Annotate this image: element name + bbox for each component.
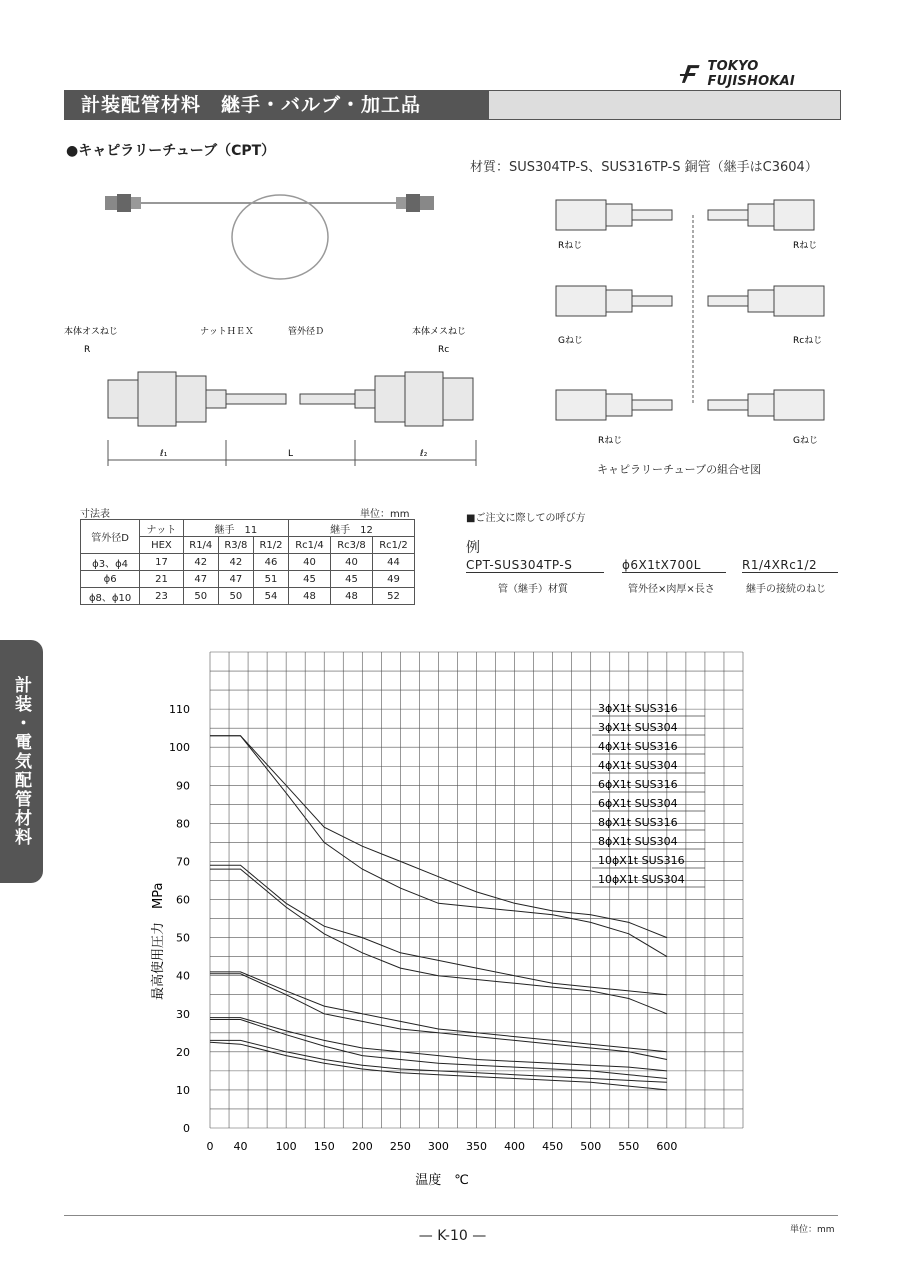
chart-legend bbox=[592, 702, 705, 887]
cell: 44 bbox=[372, 554, 414, 571]
y-tick-label: 30 bbox=[176, 1007, 190, 1021]
y-tick-label: 80 bbox=[176, 817, 190, 831]
cell: 17 bbox=[140, 554, 184, 571]
cell: 40 bbox=[331, 554, 373, 571]
title-bar-fill bbox=[489, 91, 840, 119]
table-row bbox=[81, 571, 415, 588]
cell: 40 bbox=[289, 554, 331, 571]
cell: 50 bbox=[183, 588, 218, 605]
thread-col: Rc1/2 bbox=[372, 537, 414, 554]
y-tick-label: 90 bbox=[176, 779, 190, 793]
dims-table-unit: 単位：mm bbox=[360, 509, 410, 520]
combo-caption: キャピラリーチューブの組合せ図 bbox=[597, 463, 762, 476]
cell: 48 bbox=[289, 588, 331, 605]
capillary-tube-photo bbox=[100, 185, 440, 295]
y-tick-label: 50 bbox=[176, 931, 190, 945]
cell: 54 bbox=[253, 588, 288, 605]
col-j2: 継手 12 bbox=[289, 520, 415, 537]
y-tick-label: 0 bbox=[183, 1122, 190, 1135]
dims-table-title: 寸法表 bbox=[80, 509, 110, 520]
combo-label-6: Gねじ bbox=[793, 436, 818, 446]
x-tick-label: 0 bbox=[206, 1140, 214, 1153]
cell: 50 bbox=[218, 588, 253, 605]
legend-entry: 3ϕX1t SUS304 bbox=[598, 721, 678, 734]
x-tick-label: 350 bbox=[466, 1140, 487, 1153]
cell: 46 bbox=[253, 554, 288, 571]
page-number: — K-10 — bbox=[418, 1228, 487, 1244]
order-part-2: ϕ6X1tX700L bbox=[622, 558, 726, 573]
order-part-3: R1/4XRc1/2 bbox=[742, 558, 838, 573]
combo-label-3: Gねじ bbox=[558, 336, 583, 346]
col-hex: HEX bbox=[140, 537, 184, 554]
combo-label-2: Rねじ bbox=[793, 241, 818, 251]
y-tick-label: 100 bbox=[169, 741, 190, 755]
y-tick-label: 40 bbox=[176, 969, 190, 983]
order-note-1: 管（継手）材質 bbox=[498, 584, 568, 595]
x-tick-label: 40 bbox=[233, 1140, 248, 1153]
x-tick-label: 600 bbox=[656, 1140, 678, 1153]
order-part-1: CPT-SUS304TP-S bbox=[466, 558, 604, 573]
col-tube: 管外径D bbox=[81, 520, 140, 554]
fitting-cross-section bbox=[60, 320, 490, 480]
combo-label-4: Rcねじ bbox=[793, 336, 823, 346]
legend-entry: 8ϕX1t SUS316 bbox=[598, 816, 678, 829]
label-male-code: R bbox=[84, 345, 91, 355]
thread-col: Rc3/8 bbox=[331, 537, 373, 554]
cell: 45 bbox=[289, 571, 331, 588]
col-nut: ナット bbox=[140, 520, 184, 537]
legend-entry: 10ϕX1t SUS316 bbox=[598, 854, 685, 867]
y-tick-label: 70 bbox=[176, 855, 190, 869]
label-L: L bbox=[288, 449, 294, 459]
y-tick-label: 60 bbox=[176, 893, 190, 907]
x-tick-label: 450 bbox=[542, 1140, 564, 1153]
legend-entry: 10ϕX1t SUS304 bbox=[598, 873, 685, 886]
label-tube-od: 管外径Ｄ bbox=[288, 327, 325, 337]
cell: ϕ8、ϕ10 bbox=[81, 588, 140, 605]
combo-label-5: Rねじ bbox=[598, 436, 623, 446]
order-head: ■ご注文に際しての呼び方 bbox=[466, 513, 586, 524]
pressure-temperature-chart bbox=[140, 640, 760, 1200]
x-tick-label: 300 bbox=[427, 1140, 449, 1153]
label-l2: ℓ₂ bbox=[420, 449, 428, 459]
x-tick-label: 550 bbox=[618, 1140, 640, 1153]
combo-label-1: Rねじ bbox=[558, 241, 583, 251]
section-title: ●キャピラリーチューブ（CPT） bbox=[66, 143, 276, 159]
brand-name: TOKYO FUJISHOKAI bbox=[707, 59, 795, 89]
x-tick-label: 150 bbox=[313, 1140, 335, 1153]
thread-col: Rc1/4 bbox=[289, 537, 331, 554]
cell: 51 bbox=[253, 571, 288, 588]
label-l1: ℓ₁ bbox=[160, 449, 168, 459]
thread-col: R1/4 bbox=[183, 537, 218, 554]
thread-col: R3/8 bbox=[218, 537, 253, 554]
legend-entry: 4ϕX1t SUS316 bbox=[598, 740, 678, 753]
y-tick-label: 10 bbox=[176, 1083, 190, 1097]
material-note: 材質：SUS304TP-S、SUS316TP-S 銅管（継手はC3604） bbox=[470, 160, 818, 175]
side-tab[interactable]: 計装・電気配管材料 bbox=[0, 640, 43, 883]
cell: 42 bbox=[183, 554, 218, 571]
x-axis-label: 温度 ℃ bbox=[415, 1173, 469, 1188]
legend-entry: 8ϕX1t SUS304 bbox=[598, 835, 678, 848]
cell: ϕ6 bbox=[81, 571, 140, 588]
order-note-3: 継手の接続のねじ bbox=[746, 584, 826, 595]
page-title-bar bbox=[64, 90, 841, 120]
col-j1: 継手 11 bbox=[183, 520, 288, 537]
label-female-thread: 本体メスねじ bbox=[412, 327, 467, 337]
footer-unit: 単位：mm bbox=[790, 1225, 835, 1235]
combination-diagram bbox=[548, 190, 838, 460]
legend-entry: 6ϕX1t SUS316 bbox=[598, 778, 678, 791]
cell: 21 bbox=[140, 571, 184, 588]
cell: 42 bbox=[218, 554, 253, 571]
order-note-2: 管外径×肉厚×長さ bbox=[628, 584, 715, 595]
legend-entry: 4ϕX1t SUS304 bbox=[598, 759, 678, 772]
x-tick-label: 500 bbox=[580, 1140, 602, 1153]
x-tick-label: 200 bbox=[351, 1140, 373, 1153]
label-male-thread: 本体オスねじ bbox=[64, 327, 118, 337]
brand bbox=[678, 59, 848, 89]
x-tick-label: 250 bbox=[389, 1140, 411, 1153]
table-row bbox=[81, 588, 415, 605]
cell: 52 bbox=[372, 588, 414, 605]
x-tick-label: 100 bbox=[275, 1140, 297, 1153]
page-title: 計装配管材料 継手・バルブ・加工品 bbox=[65, 91, 489, 119]
legend-entry: 3ϕX1t SUS316 bbox=[598, 702, 678, 715]
dims-table bbox=[80, 519, 415, 605]
y-tick-label: 110 bbox=[169, 703, 190, 717]
y-axis-label: 最高使用圧力 MPa bbox=[151, 882, 166, 1000]
thread-col: R1/2 bbox=[253, 537, 288, 554]
legend-entry: 6ϕX1t SUS304 bbox=[598, 797, 678, 810]
cell: 47 bbox=[218, 571, 253, 588]
footer-divider bbox=[64, 1215, 838, 1216]
table-row bbox=[81, 554, 415, 571]
cell: 48 bbox=[331, 588, 373, 605]
label-female-code: Rc bbox=[438, 345, 450, 355]
label-nut-hex: ナットＨＥＸ bbox=[200, 327, 254, 337]
cell: 45 bbox=[331, 571, 373, 588]
cell: 23 bbox=[140, 588, 184, 605]
cell: 47 bbox=[183, 571, 218, 588]
fujishokai-logo-icon bbox=[678, 63, 704, 85]
y-tick-label: 20 bbox=[176, 1045, 190, 1059]
cell: ϕ3、ϕ4 bbox=[81, 554, 140, 571]
x-tick-label: 400 bbox=[504, 1140, 526, 1153]
order-example: 例 bbox=[466, 540, 480, 556]
cell: 49 bbox=[372, 571, 414, 588]
